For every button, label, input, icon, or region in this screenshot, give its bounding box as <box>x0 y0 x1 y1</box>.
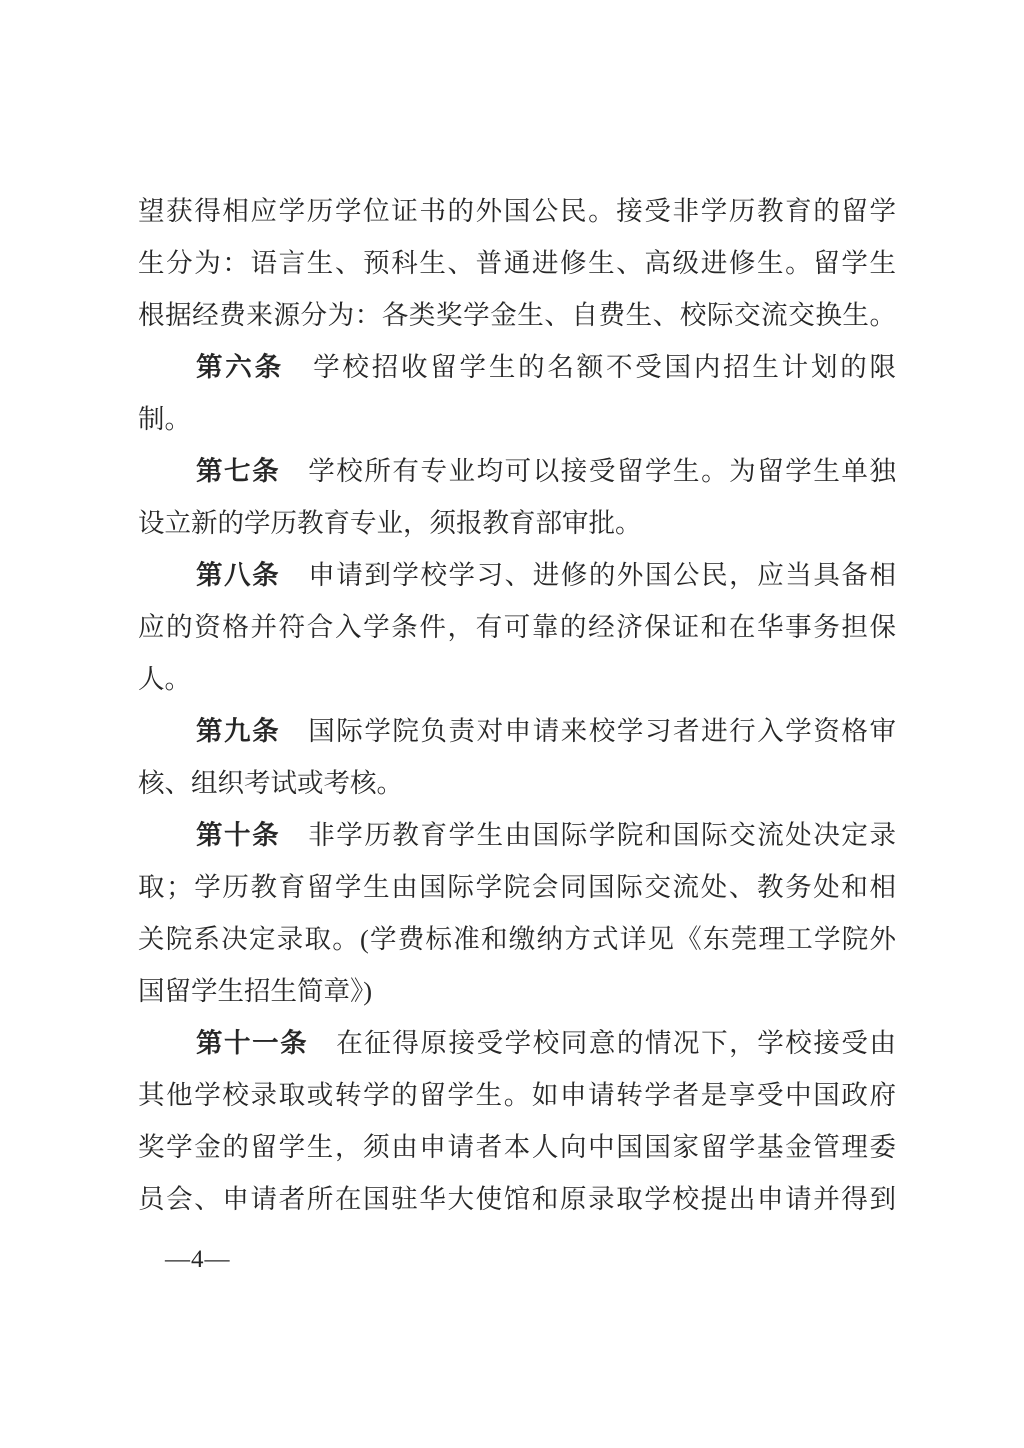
document-body <box>138 185 896 1225</box>
text-line <box>138 653 896 705</box>
text-line <box>138 809 896 861</box>
text-line <box>138 1173 896 1225</box>
line-text: 非学历教育学生由国际学院和国际交流处决定录 <box>280 820 896 850</box>
line-text: 应的资格并符合入学条件，有可靠的经济保证和在华事务担保 <box>138 612 896 642</box>
page-number: —4— <box>165 1246 231 1273</box>
article-number: 第十一条 <box>196 1028 309 1058</box>
line-text: 学校招收留学生的名额不受国内招生计划的限 <box>283 352 897 382</box>
text-line <box>138 289 896 341</box>
text-line <box>138 1121 896 1173</box>
text-line <box>138 913 896 965</box>
line-text: 人。 <box>138 664 191 694</box>
line-text: 在征得原接受学校同意的情况下，学校接受由 <box>308 1028 896 1058</box>
line-text: 生分为：语言生、预科生、普通进修生、高级进修生。留学生 <box>138 248 896 278</box>
article-number: 第八条 <box>196 560 281 590</box>
text-line <box>138 1017 896 1069</box>
article-number: 第七条 <box>196 456 281 486</box>
line-text: 设立新的学历教育专业，须报教育部审批。 <box>138 508 642 538</box>
line-text: 员会、申请者所在国驻华大使馆和原录取学校提出申请并得到 <box>138 1184 896 1214</box>
line-text: 国留学生招生简章》) <box>138 976 373 1006</box>
text-line <box>138 237 896 289</box>
line-text: 望获得相应学历学位证书的外国公民。接受非学历教育的留学 <box>138 196 896 226</box>
line-text: 奖学金的留学生，须由申请者本人向中国国家留学基金管理委 <box>138 1132 896 1162</box>
text-line <box>138 497 896 549</box>
line-text: 核、组织考试或考核。 <box>138 768 403 798</box>
article-number: 第九条 <box>196 716 281 746</box>
line-text: 申请到学校学习、进修的外国公民，应当具备相 <box>280 560 896 590</box>
text-line <box>138 861 896 913</box>
line-text: 关院系决定录取。(学费标准和缴纳方式详见《东莞理工学院外 <box>138 924 896 954</box>
text-line <box>138 185 896 237</box>
text-line <box>138 601 896 653</box>
text-line <box>138 445 896 497</box>
line-text: 其他学校录取或转学的留学生。如申请转学者是享受中国政府 <box>138 1080 896 1110</box>
text-line <box>138 965 896 1017</box>
line-text: 取；学历教育留学生由国际学院会同国际交流处、教务处和相 <box>138 872 896 902</box>
article-number: 第十条 <box>196 820 281 850</box>
text-line <box>138 757 896 809</box>
line-text: 制。 <box>138 404 191 434</box>
line-text: 根据经费来源分为：各类奖学金生、自费生、校际交流交换生。 <box>138 300 896 330</box>
text-line <box>138 341 896 393</box>
line-text: 学校所有专业均可以接受留学生。为留学生单独 <box>280 456 896 486</box>
text-line <box>138 1069 896 1121</box>
line-text: 国际学院负责对申请来校学习者进行入学资格审 <box>280 716 896 746</box>
article-number: 第六条 <box>196 352 284 382</box>
text-line <box>138 549 896 601</box>
text-line <box>138 705 896 757</box>
text-line <box>138 393 896 445</box>
